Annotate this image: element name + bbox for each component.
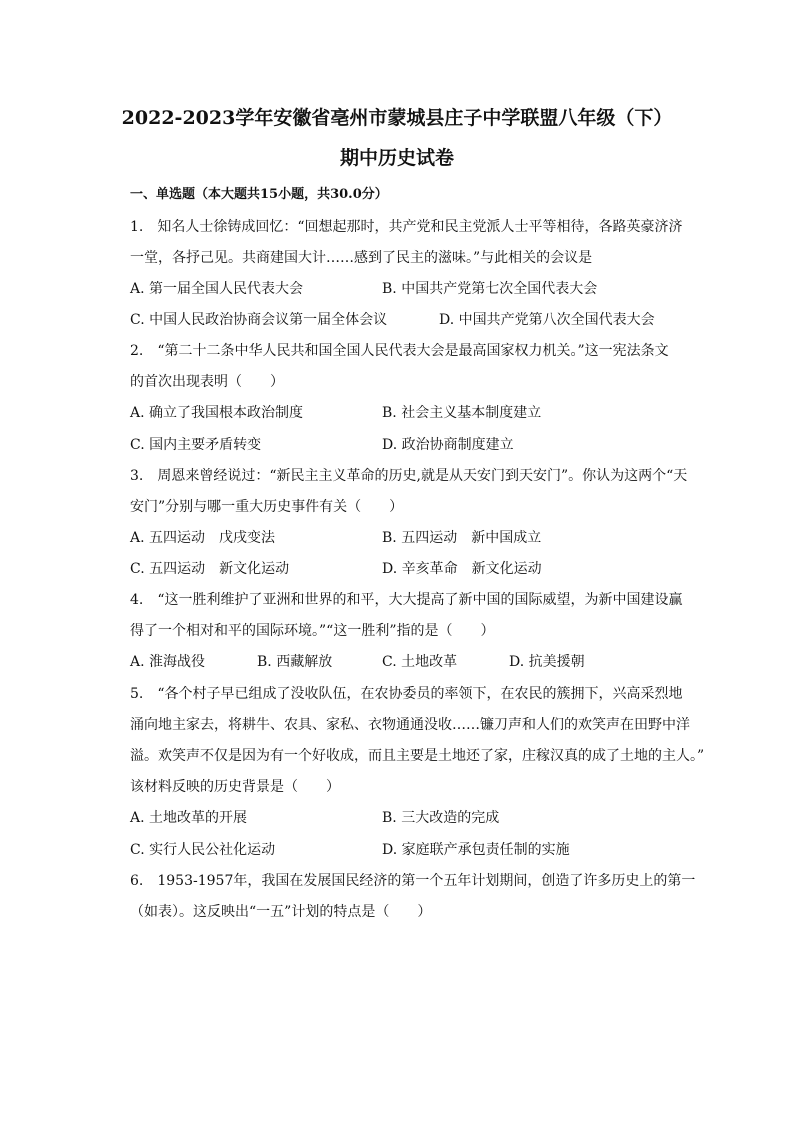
section-heading: 一、单选题（本大题共15小题，共30.0分） <box>130 187 388 202</box>
question-2-line-2: 的首次出现表明（ ） <box>130 374 284 390</box>
question-5-line-4: 该材料反映的历史背景是（ ） <box>130 779 340 795</box>
question-3-option-d: D. 辛亥革命 新文化运动 <box>382 561 542 577</box>
exam-title-line2: 期中历史试卷 <box>339 147 454 169</box>
question-1-option-d: D. 中国共产党第八次全国代表大会 <box>439 312 655 328</box>
question-3-line-1: 3. 周恩来曾经说过：“新民主主义革命的历史,就是从天安门到天安门”。你认为这两个“天 <box>130 468 688 484</box>
question-4-option-b: B. 西藏解放 <box>257 654 333 670</box>
question-5-option-a: A. 土地改革的开展 <box>130 810 248 826</box>
question-5-line-2: 涌向地主家去，将耕牛、农具、家私、衣物通通没收……镰刀声和人们的欢笑声在田野中洋 <box>130 717 690 733</box>
question-1-option-a: A. 第一届全国人民代表大会 <box>130 281 304 297</box>
question-1-option-b: B. 中国共产党第七次全国代表大会 <box>382 281 598 297</box>
question-2-line-1: 2. “第二十二条中华人民共和国全国人民代表大会是最高国家权力机关。”这一宪法条文 <box>130 343 669 359</box>
question-6-line-2: （如表）。这反映出“一五”计划的特点是（ ） <box>130 904 432 920</box>
question-2-option-d: D. 政治协商制度建立 <box>382 437 514 453</box>
question-1-line-1: 1. 知名人士徐铸成回忆：“回想起那时，共产党和民主党派人士平等相待，各路英豪济济 <box>130 219 683 235</box>
question-4-line-2: 得了一个相对和平的国际环境。”“这一胜利”指的是（ ） <box>130 623 495 639</box>
question-2-option-a: A. 确立了我国根本政治制度 <box>130 405 304 421</box>
question-1-line-2: 一堂，各抒己见。共商建国大计……感到了民主的滋味。”与此相关的会议是 <box>130 250 593 266</box>
question-5-line-3: 溢。欢笑声不仅是因为有一个好收成，而且主要是土地还了家，庄稼汉真的成了土地的主人。” <box>130 748 705 764</box>
question-5-option-b: B. 三大改造的完成 <box>382 810 500 826</box>
question-2-option-c: C. 国内主要矛盾转变 <box>130 437 262 453</box>
question-4-option-c: C. 土地改革 <box>382 654 458 670</box>
question-3-line-2: 安门”分别与哪一重大历史事件有关（ ） <box>130 499 404 515</box>
question-4-line-1: 4. “这一胜利维护了亚洲和世界的和平，大大提高了新中国的国际威望，为新中国建设赢 <box>130 592 683 608</box>
question-4-option-a: A. 淮海战役 <box>130 654 206 670</box>
question-5-line-1: 5. “各个村子早已组成了没收队伍，在农协委员的率领下，在农民的簇拥下，兴高采烈地 <box>130 686 683 702</box>
exam-title-line1: 2022-2023学年安徽省亳州市蒙城县庄子中学联盟八年级（下） <box>121 107 673 129</box>
question-2-option-b: B. 社会主义基本制度建立 <box>382 405 542 421</box>
question-6-line-1: 6. 1953-1957年，我国在发展国民经济的第一个五年计划期间，创造了许多历史上的第一 <box>130 873 696 889</box>
question-3-option-a: A. 五四运动 戊戌变法 <box>130 530 276 546</box>
question-4-option-d: D. 抗美援朝 <box>509 654 585 670</box>
question-5-option-c: C. 实行人民公社化运动 <box>130 842 276 858</box>
question-5-option-d: D. 家庭联产承包责任制的实施 <box>382 842 570 858</box>
question-3-option-c: C. 五四运动 新文化运动 <box>130 561 290 577</box>
question-3-option-b: B. 五四运动 新中国成立 <box>382 530 542 546</box>
question-1-option-c: C. 中国人民政治协商会议第一届全体会议 <box>130 312 388 328</box>
